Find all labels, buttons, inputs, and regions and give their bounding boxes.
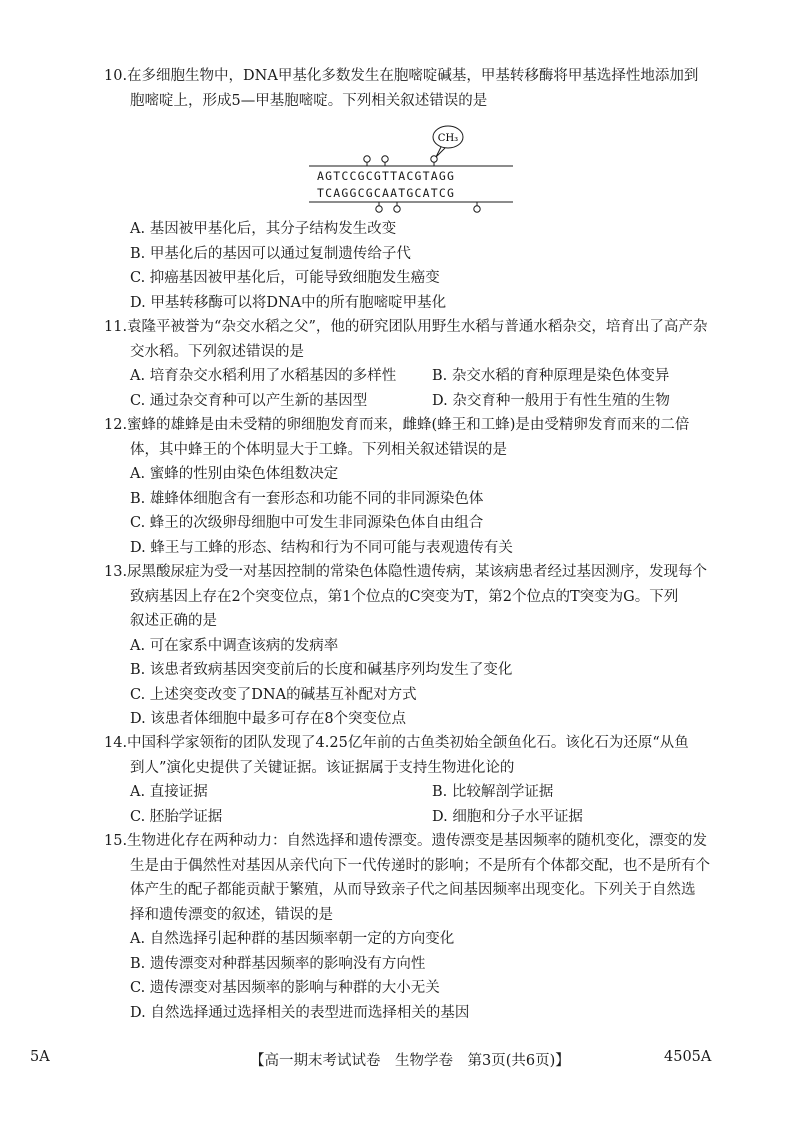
question-stem: 11.袁隆平被誉为“杂交水稻之父”，他的研究团队用野生水稻与普通水稻杂交，培育出了高产杂 <box>104 319 708 335</box>
option-d[interactable]: D. 细胞和分子水平证据 <box>432 808 583 825</box>
options-row <box>104 780 734 805</box>
question-stem: 12.蜜蜂的雄蜂是由未受精的卵细胞发育而来，雌蜂(蜂王和工蜂)是由受精卵发育而来的二倍 <box>104 417 690 433</box>
methyl-marks-top <box>364 156 437 166</box>
option-c[interactable]: C. 遗传漂变对基因频率的影响与种群的大小无关 <box>130 980 440 996</box>
question-11 <box>104 315 734 413</box>
option-a[interactable]: A. 直接证据 <box>130 784 208 800</box>
option-a[interactable]: A. 可在家系中调查该病的发病率 <box>130 637 339 654</box>
question-13 <box>104 560 734 732</box>
option-c[interactable]: C. 上述突变改变了DNA的碱基互补配对方式 <box>130 686 417 703</box>
footer-code-left: 5A <box>30 1049 50 1065</box>
question-stem: 生是由于偶然性对基因从亲代向下一代传递时的影响；不是所有个体都交配，也不是所有个 <box>130 857 710 874</box>
bottom-strand-sequence: TCAGGCGCAATGCATCG <box>317 186 456 200</box>
question-stem: 体产生的配子都能贡献于繁殖，从而导致亲子代之间基因频率出现变化。下列关于自然选 <box>130 882 696 898</box>
question-stem: 交水稻。下列叙述错误的是 <box>130 343 304 360</box>
option-b[interactable]: B. 该患者致病基因突变前后的长度和碱基序列均发生了变化 <box>130 662 513 678</box>
option-c[interactable]: C. 胚胎学证据 <box>130 808 223 825</box>
option-b[interactable]: B. 遗传漂变对种群基因频率的影响没有方向性 <box>130 955 426 972</box>
option-d[interactable]: D. 自然选择通过选择相关的表型进而选择相关的基因 <box>130 1004 470 1021</box>
top-strand-sequence: AGTCCGCGTTACGTAGG <box>317 169 456 183</box>
options-row <box>104 389 734 414</box>
question-stem: 15.生物进化存在两种动力：自然选择和遗传漂变。遗传漂变是基因频率的随机变化，漂变的发 <box>104 833 708 849</box>
question-14 <box>104 731 734 829</box>
option-a[interactable]: A. 蜜蜂的性别由染色体组数决定 <box>130 466 339 482</box>
option-c[interactable]: C. 通过杂交育种可以产生新的基因型 <box>130 392 368 409</box>
footer-title: 【高一期末考试试卷 生物学卷 第3页(共6页)】 <box>250 1053 570 1069</box>
option-b[interactable]: B. 杂交水稻的育种原理是染色体变异 <box>432 368 670 384</box>
options-row <box>104 364 734 389</box>
bubble-tail <box>436 147 445 157</box>
question-stem: 择和遗传漂变的叙述，错误的是 <box>130 906 333 923</box>
page-footer <box>0 1049 794 1073</box>
question-stem: 14.中国科学家领衔的团队发现了4.25亿年前的古鱼类初始全颌鱼化石。该化石为还原“从鱼 <box>104 735 689 751</box>
question-stem: 13.尿黑酸尿症为受一对基因控制的常染色体隐性遗传病，某该病患者经过基因测序，发现每个 <box>104 564 708 580</box>
option-d[interactable]: D. 蜂王与工蜂的形态、结构和行为不同可能与表观遗传有关 <box>130 539 513 556</box>
option-b[interactable]: B. 甲基化后的基因可以通过复制遗传给子代 <box>130 245 411 262</box>
question-10-options <box>104 217 734 315</box>
question-stem: 致病基因上存在2个突变位点，第1个位点的C突变为T，第2个位点的T突变为G。下列 <box>130 588 679 605</box>
option-c[interactable]: C. 抑癌基因被甲基化后，可能导致细胞发生癌变 <box>130 270 440 286</box>
question-12 <box>104 413 734 560</box>
option-b[interactable]: B. 比较解剖学证据 <box>432 784 554 800</box>
question-10 <box>104 64 734 113</box>
option-d[interactable]: D. 杂交育种一般用于有性生殖的生物 <box>432 392 670 409</box>
question-stem: 胞嘧啶上，形成5—甲基胞嘧啶。下列相关叙述错误的是 <box>130 92 488 109</box>
option-c[interactable]: C. 蜂王的次级卵母细胞中可发生非同源染色体自由组合 <box>130 515 484 531</box>
option-a[interactable]: A. 培育杂交水稻利用了水稻基因的多样性 <box>130 368 397 384</box>
options-row <box>104 805 734 830</box>
dna-diagram <box>305 124 520 219</box>
option-b[interactable]: B. 雄蜂体细胞含有一套形态和功能不同的非同源染色体 <box>130 490 484 507</box>
methyl-label: CH₃ <box>437 133 459 144</box>
methyl-marks-bottom <box>376 202 480 212</box>
dna-methylation-figure <box>305 124 520 219</box>
option-d[interactable]: D. 该患者体细胞中最多可存在8个突变位点 <box>130 711 407 727</box>
option-a[interactable]: A. 自然选择引起种群的基因频率朝一定的方向变化 <box>130 931 455 947</box>
footer-code-right: 4505A <box>664 1049 712 1065</box>
question-stem: 体，其中蜂王的个体明显大于工蜂。下列相关叙述错误的是 <box>130 441 507 458</box>
question-stem: 10.在多细胞生物中，DNA甲基化多数发生在胞嘧啶碱基，甲基转移酶将甲基选择性地添加到 <box>104 68 699 84</box>
option-d[interactable]: D. 甲基转移酶可以将DNA中的所有胞嘧啶甲基化 <box>130 294 447 311</box>
question-stem: 到人”演化史提供了关键证据。该证据属于支持生物进化论的 <box>130 759 515 776</box>
option-a[interactable]: A. 基因被甲基化后，其分子结构发生改变 <box>130 221 397 237</box>
question-15 <box>104 829 734 1025</box>
question-stem: 叙述正确的是 <box>130 613 217 629</box>
